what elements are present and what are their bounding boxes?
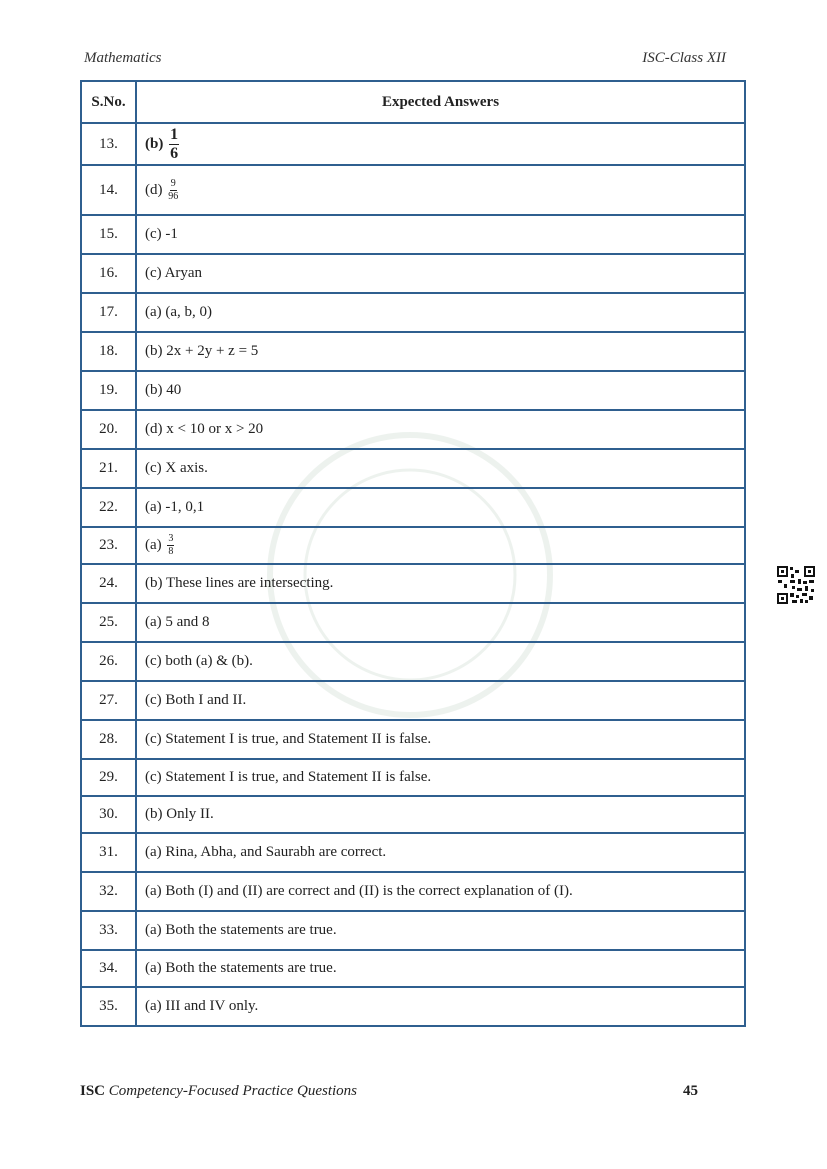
col-answers-header: Expected Answers bbox=[136, 81, 745, 123]
answers-table bbox=[80, 80, 746, 1027]
fraction-denominator: 6 bbox=[170, 144, 179, 162]
row-answer: (a) 5 and 8 bbox=[136, 603, 745, 642]
row-number: 20. bbox=[81, 410, 136, 449]
row-number: 18. bbox=[81, 332, 136, 371]
row-answer: (a) III and IV only. bbox=[136, 987, 745, 1026]
row-number: 24. bbox=[81, 564, 136, 603]
row-answer: (c) X axis. bbox=[136, 449, 745, 488]
fraction-denominator: 96 bbox=[168, 190, 179, 202]
answer-fraction bbox=[167, 534, 174, 557]
table-row bbox=[81, 488, 745, 527]
row-number: 16. bbox=[81, 254, 136, 293]
header-subject: Mathematics bbox=[84, 50, 162, 66]
row-answer: (a) Rina, Abha, and Saurabh are correct. bbox=[136, 833, 745, 872]
table-row bbox=[81, 123, 745, 165]
table-row bbox=[81, 911, 745, 950]
row-answer: (a) Both the statements are true. bbox=[136, 911, 745, 950]
row-answer: (a) Both (I) and (II) are correct and (II) is the correct explanation of (I). bbox=[136, 872, 745, 911]
row-number: 26. bbox=[81, 642, 136, 681]
row-answer bbox=[136, 123, 745, 165]
row-number: 31. bbox=[81, 833, 136, 872]
row-answer: (b) These lines are intersecting. bbox=[136, 564, 745, 603]
row-answer: (d) x < 10 or x > 20 bbox=[136, 410, 745, 449]
row-answer: (c) Statement I is true, and Statement II is false. bbox=[136, 720, 745, 759]
table-row bbox=[81, 872, 745, 911]
row-number: 17. bbox=[81, 293, 136, 332]
row-answer: (a) (a, b, 0) bbox=[136, 293, 745, 332]
row-number: 29. bbox=[81, 759, 136, 796]
table-row bbox=[81, 950, 745, 987]
table-row bbox=[81, 720, 745, 759]
footer-title bbox=[80, 1083, 357, 1100]
answer-fraction bbox=[169, 127, 179, 162]
table-row bbox=[81, 254, 745, 293]
row-number: 32. bbox=[81, 872, 136, 911]
table-row bbox=[81, 410, 745, 449]
row-answer bbox=[136, 527, 745, 564]
row-number: 19. bbox=[81, 371, 136, 410]
row-answer bbox=[136, 165, 745, 215]
fraction-numerator: 3 bbox=[168, 533, 174, 544]
table-row bbox=[81, 642, 745, 681]
table-row bbox=[81, 759, 745, 796]
table-row bbox=[81, 449, 745, 488]
table-row bbox=[81, 796, 745, 833]
fraction-numerator: 9 bbox=[170, 177, 176, 189]
footer-brand: ISC bbox=[80, 1083, 106, 1099]
col-sno-header: S.No. bbox=[81, 81, 136, 123]
row-answer: (c) Both I and II. bbox=[136, 681, 745, 720]
row-number: 23. bbox=[81, 527, 136, 564]
page-number: 45 bbox=[683, 1083, 698, 1099]
row-answer: (a) Both the statements are true. bbox=[136, 950, 745, 987]
row-number: 13. bbox=[81, 123, 136, 165]
table-row bbox=[81, 987, 745, 1026]
row-number: 25. bbox=[81, 603, 136, 642]
table-row bbox=[81, 603, 745, 642]
header-class: ISC-Class XII bbox=[642, 50, 726, 66]
row-number: 15. bbox=[81, 215, 136, 254]
row-number: 14. bbox=[81, 165, 136, 215]
row-number: 22. bbox=[81, 488, 136, 527]
row-number: 33. bbox=[81, 911, 136, 950]
row-answer: (b) 2x + 2y + z = 5 bbox=[136, 332, 745, 371]
row-answer: (c) both (a) & (b). bbox=[136, 642, 745, 681]
row-number: 27. bbox=[81, 681, 136, 720]
table-row bbox=[81, 564, 745, 603]
answer-option: (b) bbox=[145, 135, 164, 152]
row-answer: (c) -1 bbox=[136, 215, 745, 254]
row-answer: (a) -1, 0,1 bbox=[136, 488, 745, 527]
table-row bbox=[81, 332, 745, 371]
table-row bbox=[81, 833, 745, 872]
table-row bbox=[81, 215, 745, 254]
row-answer: (b) Only II. bbox=[136, 796, 745, 833]
table-row bbox=[81, 527, 745, 564]
table-row bbox=[81, 165, 745, 215]
table-row bbox=[81, 293, 745, 332]
row-answer: (c) Aryan bbox=[136, 254, 745, 293]
table-row bbox=[81, 371, 745, 410]
table-header-row bbox=[81, 81, 745, 123]
qr-code-icon bbox=[776, 565, 816, 605]
row-answer: (c) Statement I is true, and Statement II is false. bbox=[136, 759, 745, 796]
row-number: 35. bbox=[81, 987, 136, 1026]
row-number: 34. bbox=[81, 950, 136, 987]
fraction-numerator: 1 bbox=[170, 125, 179, 143]
fraction-denominator: 8 bbox=[168, 546, 174, 557]
row-answer: (b) 40 bbox=[136, 371, 745, 410]
answer-option: (a) bbox=[145, 536, 162, 553]
row-number: 30. bbox=[81, 796, 136, 833]
answer-fraction bbox=[168, 179, 178, 202]
row-number: 28. bbox=[81, 720, 136, 759]
answer-option: (d) bbox=[145, 181, 163, 198]
table-row bbox=[81, 681, 745, 720]
row-number: 21. bbox=[81, 449, 136, 488]
footer-subtitle: Competency-Focused Practice Questions bbox=[108, 1083, 358, 1099]
